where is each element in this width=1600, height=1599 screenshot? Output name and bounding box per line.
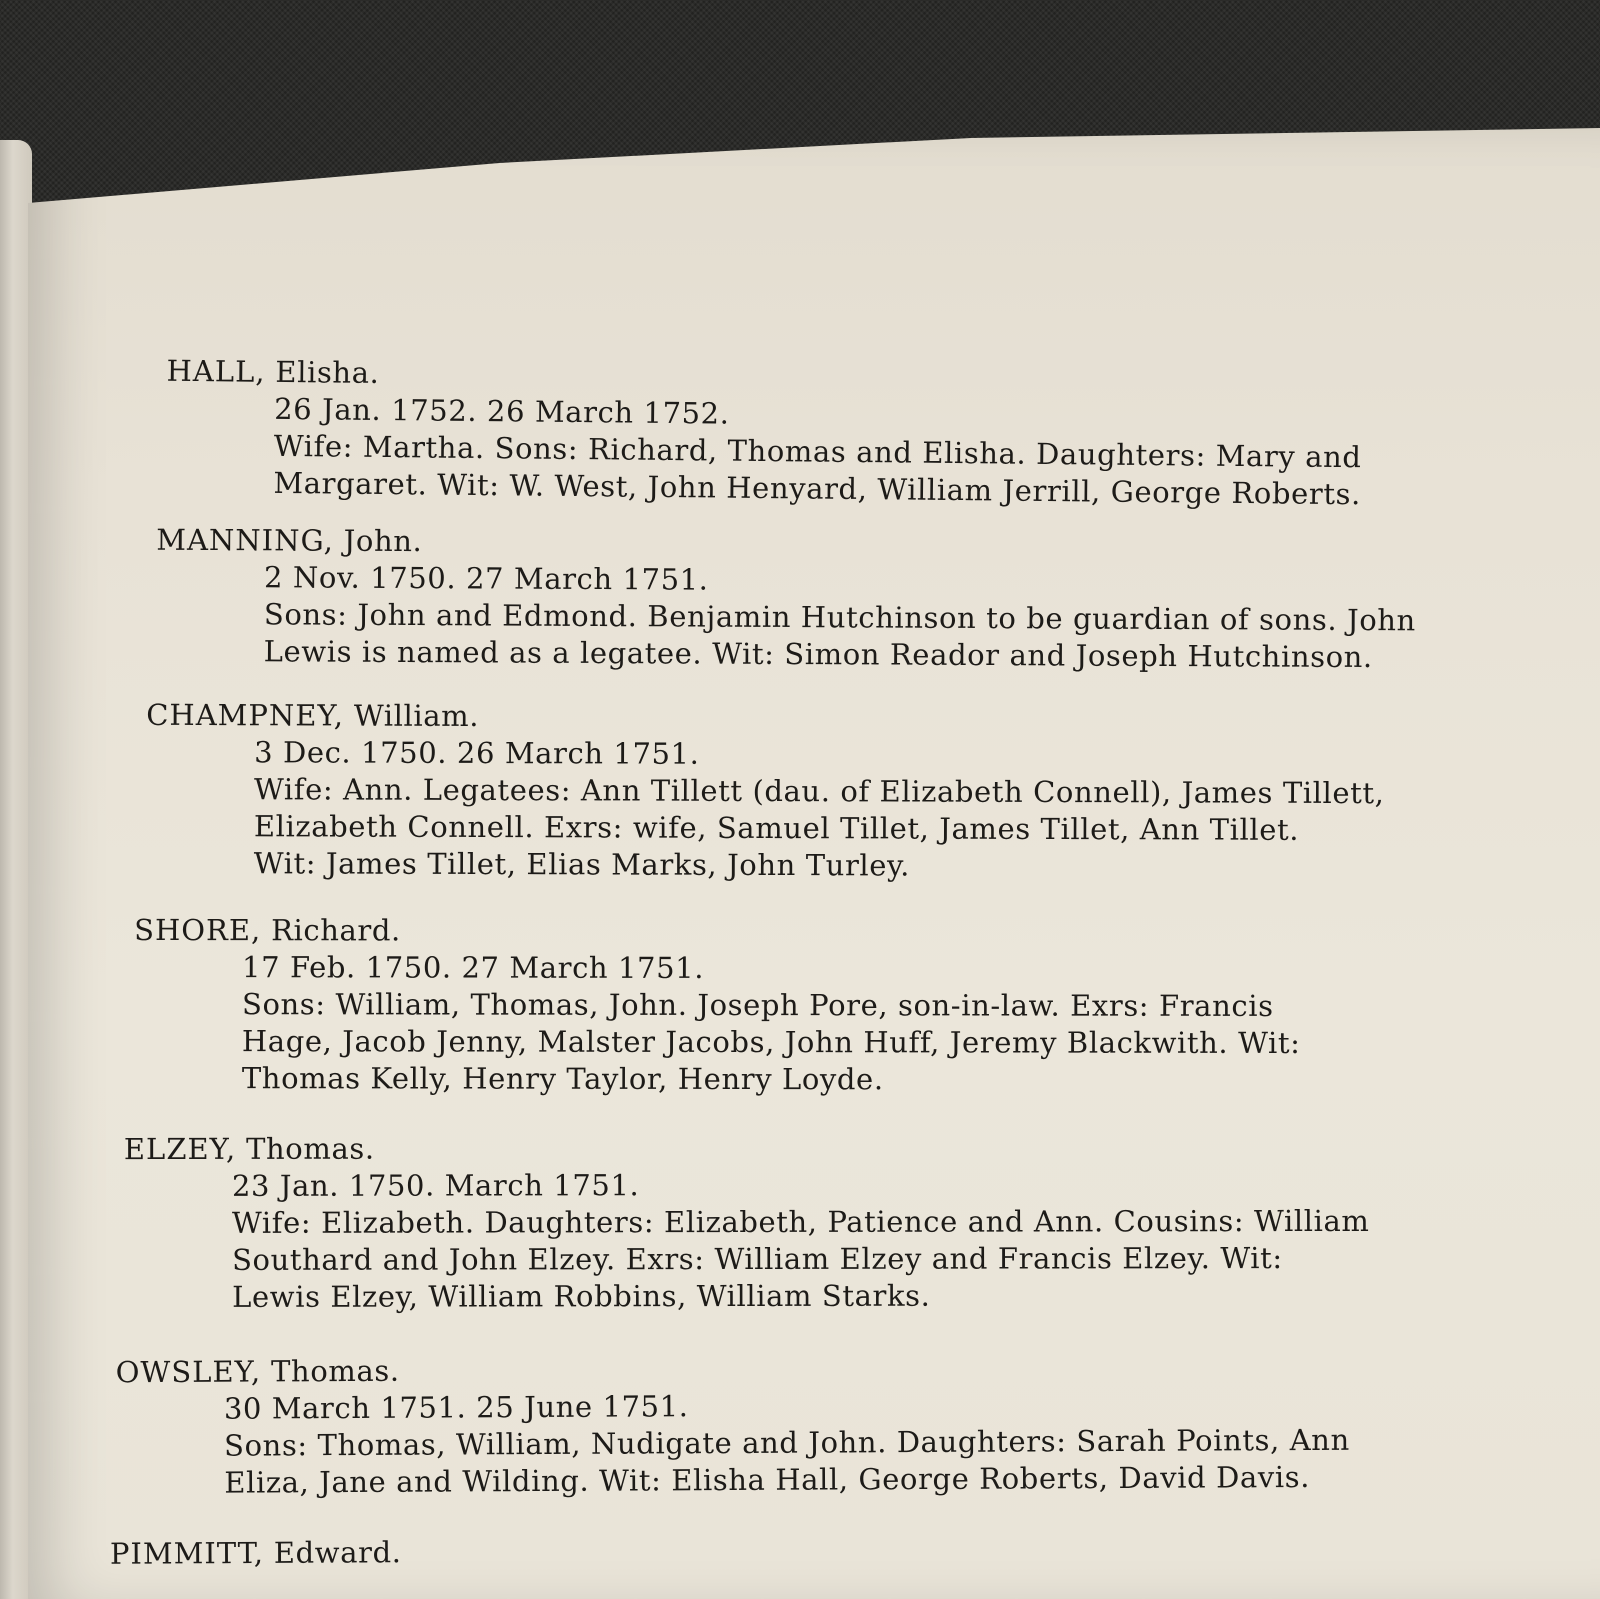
entry-body [242,949,1301,1099]
will-entry-hall [165,354,1362,514]
entry-heading [134,913,1301,949]
entry-line: Wit: James Tillet, Elias Marks, John Turley. [253,846,911,883]
entry-given-name: Richard. [271,913,401,948]
entry-line: Sons: Thomas, William, Nudigate and John. Daughters: Sarah Points, Ann [224,1422,1350,1463]
entry-surname: SHORE, [134,912,262,948]
entry-heading [124,1130,1369,1166]
entry-dates: 3 Dec. 1750. 26 March 1751. [254,735,700,771]
entry-given-name: John. [343,523,423,559]
entry-surname: CHAMPNEY, [146,697,345,733]
entry-given-name: Thomas. [246,1131,375,1166]
will-entry-elzey [124,1130,1370,1316]
entry-line: Lewis Elzey, William Robbins, William Starks. [232,1278,931,1314]
entry-dates: 2 Nov. 1750. 27 March 1751. [264,560,709,597]
entry-line: Sons: John and Edmond. Benjamin Hutchinson to be guardian of sons. John [263,597,1416,638]
entry-line: Eliza, Jane and Wilding. Wit: Elisha Hall, George Roberts, David Davis. [224,1459,1311,1500]
will-entry-manning [156,523,1417,677]
entry-surname: ELZEY, [123,1131,237,1167]
entry-body [232,1166,1370,1316]
entry-line: Elizabeth Connell. Exrs: wife, Samuel Tillet, James Tillet, Ann Tillet. [253,809,1300,847]
entry-dates: 17 Feb. 1750. 27 March 1751. [242,950,705,985]
will-entry-owsley [116,1349,1350,1502]
entry-body [224,1385,1350,1502]
entry-line: Wife: Ann. Legatees: Ann Tillett (dau. of Elizabeth Connell), James Tillett, [253,772,1385,811]
entry-body [264,559,1417,676]
entry-surname: MANNING, [156,522,334,558]
entry-heading [156,523,1416,564]
entry-body [273,391,1362,513]
will-entry-pimmitt [110,1535,402,1573]
entry-line: Hage, Jacob Jenny, Malster Jacobs, John Huff, Jeremy Blackwith. Wit: [241,1024,1301,1061]
entry-dates: 30 March 1751. 25 June 1751. [223,1389,689,1426]
entry-line: Southard and John Elzey. Exrs: William Elzey and Francis Elzey. Wit: [232,1241,1283,1277]
entry-heading [116,1349,1350,1389]
entry-body [254,734,1385,886]
entry-line: Wife: Elizabeth. Daughters: Elizabeth, Patience and Ann. Cousins: William [231,1203,1370,1240]
entry-heading [146,698,1385,736]
entry-heading [110,1535,402,1571]
entry-line: Lewis is named as a legatee. Wit: Simon Reador and Joseph Hutchinson. [263,634,1373,675]
entry-given-name: Edward. [273,1535,402,1570]
entry-line: Margaret. Wit: W. West, John Henyard, William Jerrill, George Roberts. [273,465,1362,512]
entry-dates: 26 Jan. 1752. 26 March 1752. [274,391,730,431]
entry-dates: 23 Jan. 1750. March 1751. [231,1168,640,1203]
will-entry-shore [134,913,1301,1099]
entry-given-name: Elisha. [275,354,380,390]
entry-given-name: Thomas. [270,1353,400,1389]
entry-line: Thomas Kelly, Henry Taylor, Henry Loyde. [241,1061,884,1097]
entry-line: Sons: William, Thomas, John. Joseph Pore, son-in-law. Exrs: Francis [241,987,1274,1023]
entry-given-name: William. [353,698,480,734]
entry-line: Wife: Martha. Sons: Richard, Thomas and Elisha. Daughters: Mary and [273,428,1362,475]
entry-surname: OWSLEY, [115,1354,262,1390]
entry-surname: HALL, [166,353,266,389]
will-entry-champney [146,698,1385,886]
entry-surname: PIMMITT, [109,1535,265,1571]
